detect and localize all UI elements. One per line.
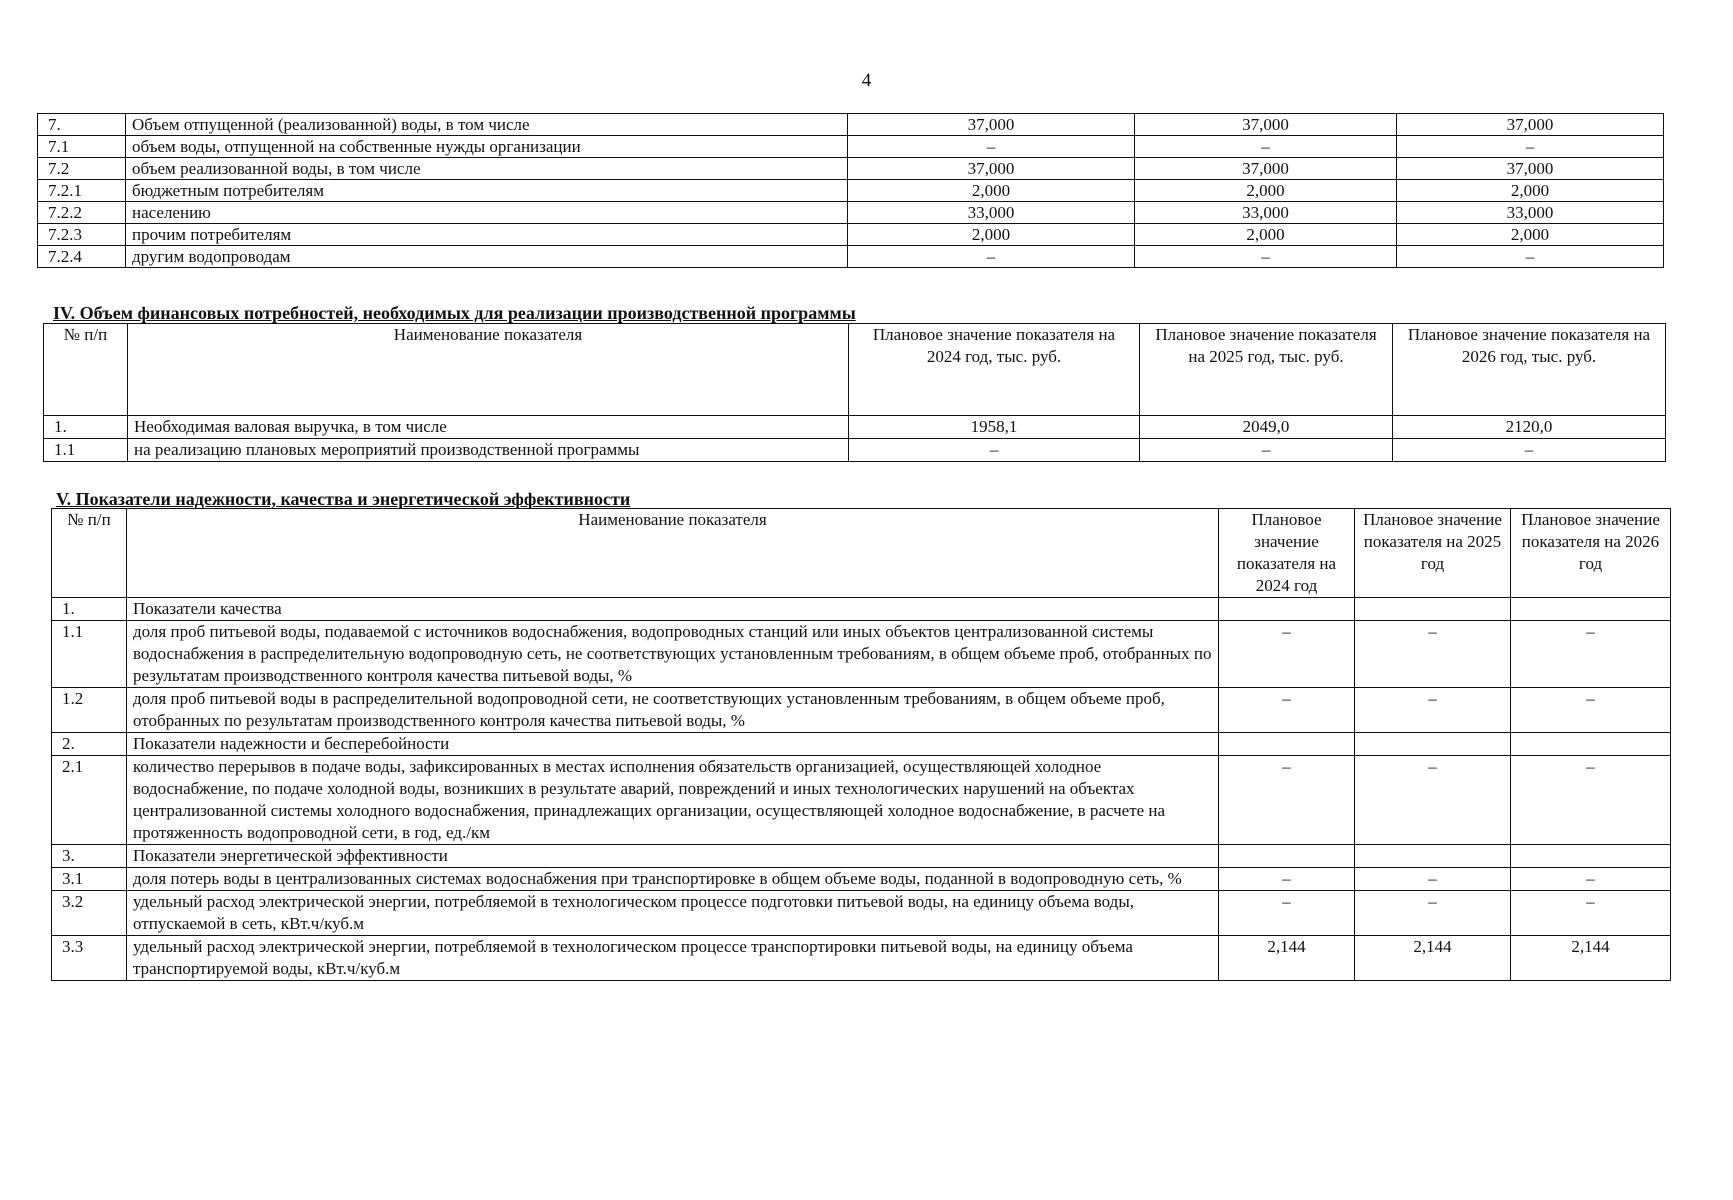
table-row	[52, 688, 1671, 733]
water-volume-table	[37, 113, 1664, 268]
value-2024: 37,000	[848, 114, 1135, 136]
value-2024: –	[848, 136, 1135, 158]
value-2026: –	[1511, 891, 1671, 936]
row-name: удельный расход электрической энергии, потребляемой в технологическом процессе транспортировки питьевой воды, на единицу объема транспортируемой воды, кВт.ч/куб.м	[127, 936, 1219, 981]
table-row	[52, 733, 1671, 756]
row-number: 7.2.3	[38, 224, 126, 246]
value-2024: 37,000	[848, 158, 1135, 180]
value-2025	[1355, 845, 1511, 868]
value-2024: –	[849, 439, 1140, 462]
value-2026: 37,000	[1397, 114, 1664, 136]
value-2024	[1219, 733, 1355, 756]
reliability-quality-table	[51, 508, 1671, 981]
row-number: 7.2	[38, 158, 126, 180]
row-name: объем воды, отпущенной на собственные нужды организации	[126, 136, 848, 158]
value-2024: –	[1219, 688, 1355, 733]
row-number: 7.2.1	[38, 180, 126, 202]
row-name: доля проб питьевой воды, подаваемой с источников водоснабжения, водопроводных станций или иных объектов централизованной системы водоснабжения в распределительную водопроводную сеть, не соответствующих установленным требованиям, в общем объеме проб, отобранных по результатам производственного контроля качества питьевой воды, %	[127, 621, 1219, 688]
header-2024: Плановое значение показателя на 2024 год, тыс. руб.	[849, 324, 1140, 416]
value-2026: –	[1397, 136, 1664, 158]
value-2026: 2,000	[1397, 224, 1664, 246]
header-2024: Плановое значение показателя на 2024 год	[1219, 509, 1355, 598]
value-2026: –	[1511, 868, 1671, 891]
section-5-title: V. Показатели надежности, качества и энергетической эффективности	[56, 489, 631, 509]
table-row	[52, 598, 1671, 621]
row-number: 1.1	[44, 439, 128, 462]
table-row	[38, 136, 1664, 158]
row-name: доля потерь воды в централизованных системах водоснабжения при транспортировке в общем объеме воды, поданной в водопроводную сеть, %	[127, 868, 1219, 891]
header-num: № п/п	[44, 324, 128, 416]
value-2024	[1219, 598, 1355, 621]
table-row	[52, 891, 1671, 936]
header-2025: Плановое значение показателя на 2025 год, тыс. руб.	[1140, 324, 1393, 416]
value-2026: 33,000	[1397, 202, 1664, 224]
row-name: Показатели надежности и бесперебойности	[127, 733, 1219, 756]
value-2025: –	[1140, 439, 1393, 462]
value-2025: –	[1355, 756, 1511, 845]
row-number: 2.	[52, 733, 127, 756]
value-2025: –	[1355, 621, 1511, 688]
header-num: № п/п	[52, 509, 127, 598]
row-name: количество перерывов в подаче воды, зафиксированных в местах исполнения обязательств организацией, осуществляющей холодное водоснабжение, по подаче холодной воды, возникших в результате аварий, повреждений и иных технологических нарушений на объектах централизованной системы холодного водоснабжения, принадлежащих организации, осуществляющей холодное водоснабжение, в расчете на протяженность водопроводной сети, в год, ед./км	[127, 756, 1219, 845]
value-2024: 33,000	[848, 202, 1135, 224]
value-2024: –	[1219, 621, 1355, 688]
row-number: 3.2	[52, 891, 127, 936]
row-number: 1.2	[52, 688, 127, 733]
value-2025: –	[1135, 246, 1397, 268]
value-2024: –	[1219, 868, 1355, 891]
row-number: 1.	[52, 598, 127, 621]
value-2026	[1511, 733, 1671, 756]
row-number: 3.1	[52, 868, 127, 891]
value-2025: –	[1355, 688, 1511, 733]
value-2024	[1219, 845, 1355, 868]
row-name: доля проб питьевой воды в распределительной водопроводной сети, не соответствующих установленным требованиям, в общем объеме проб, отобранных по результатам производственного контроля качества питьевой воды, %	[127, 688, 1219, 733]
row-name: бюджетным потребителям	[126, 180, 848, 202]
value-2025: 2,144	[1355, 936, 1511, 981]
value-2024: –	[848, 246, 1135, 268]
table-row	[38, 246, 1664, 268]
row-name: Необходимая валовая выручка, в том числе	[128, 416, 849, 439]
header-name: Наименование показателя	[127, 509, 1219, 598]
value-2024: 2,000	[848, 180, 1135, 202]
value-2025: 2,000	[1135, 180, 1397, 202]
value-2026: 2120,0	[1393, 416, 1666, 439]
row-name: объем реализованной воды, в том числе	[126, 158, 848, 180]
value-2025: 2,000	[1135, 224, 1397, 246]
table-row	[38, 224, 1664, 246]
table-row	[38, 114, 1664, 136]
header-2026: Плановое значение показателя на 2026 год	[1511, 509, 1671, 598]
table-row	[52, 756, 1671, 845]
value-2025: 37,000	[1135, 114, 1397, 136]
table-row	[38, 158, 1664, 180]
value-2024: 2,000	[848, 224, 1135, 246]
value-2025: 2049,0	[1140, 416, 1393, 439]
value-2025: 37,000	[1135, 158, 1397, 180]
table-row	[52, 936, 1671, 981]
row-number: 1.	[44, 416, 128, 439]
row-number: 7.	[38, 114, 126, 136]
row-number: 7.2.4	[38, 246, 126, 268]
value-2026: –	[1511, 621, 1671, 688]
page-number: 4	[861, 70, 872, 91]
value-2026: 2,000	[1397, 180, 1664, 202]
section-4-title: IV. Объем финансовых потребностей, необходимых для реализации производственной программы	[53, 303, 856, 323]
value-2026	[1511, 845, 1671, 868]
table-header-row	[44, 324, 1666, 416]
row-name: прочим потребителям	[126, 224, 848, 246]
row-number: 7.1	[38, 136, 126, 158]
row-number: 2.1	[52, 756, 127, 845]
value-2025	[1355, 733, 1511, 756]
row-name: удельный расход электрической энергии, потребляемой в технологическом процессе подготовки питьевой воды, на единицу объема воды, отпускаемой в сеть, кВт.ч/куб.м	[127, 891, 1219, 936]
value-2024: –	[1219, 756, 1355, 845]
row-name: Показатели качества	[127, 598, 1219, 621]
value-2024: –	[1219, 891, 1355, 936]
row-number: 3.	[52, 845, 127, 868]
value-2025: –	[1135, 136, 1397, 158]
value-2025: 33,000	[1135, 202, 1397, 224]
row-name: Показатели энергетической эффективности	[127, 845, 1219, 868]
table-row	[44, 416, 1666, 439]
table-row	[44, 439, 1666, 462]
row-number: 7.2.2	[38, 202, 126, 224]
table-header-row	[52, 509, 1671, 598]
table-row	[38, 202, 1664, 224]
header-2025: Плановое значение показателя на 2025 год	[1355, 509, 1511, 598]
value-2026: –	[1393, 439, 1666, 462]
table-row	[52, 868, 1671, 891]
value-2025: –	[1355, 891, 1511, 936]
header-name: Наименование показателя	[128, 324, 849, 416]
row-number: 3.3	[52, 936, 127, 981]
value-2025	[1355, 598, 1511, 621]
value-2024: 1958,1	[849, 416, 1140, 439]
value-2026: –	[1511, 688, 1671, 733]
financial-needs-table	[43, 323, 1666, 462]
value-2026: 2,144	[1511, 936, 1671, 981]
table-row	[52, 621, 1671, 688]
row-name: населению	[126, 202, 848, 224]
row-name: на реализацию плановых мероприятий производственной программы	[128, 439, 849, 462]
value-2025: –	[1355, 868, 1511, 891]
header-2026: Плановое значение показателя на 2026 год, тыс. руб.	[1393, 324, 1666, 416]
row-number: 1.1	[52, 621, 127, 688]
table-row	[52, 845, 1671, 868]
value-2026: –	[1397, 246, 1664, 268]
row-name: другим водопроводам	[126, 246, 848, 268]
table-row	[38, 180, 1664, 202]
value-2026: –	[1511, 756, 1671, 845]
value-2024: 2,144	[1219, 936, 1355, 981]
value-2026	[1511, 598, 1671, 621]
row-name: Объем отпущенной (реализованной) воды, в том числе	[126, 114, 848, 136]
value-2026: 37,000	[1397, 158, 1664, 180]
